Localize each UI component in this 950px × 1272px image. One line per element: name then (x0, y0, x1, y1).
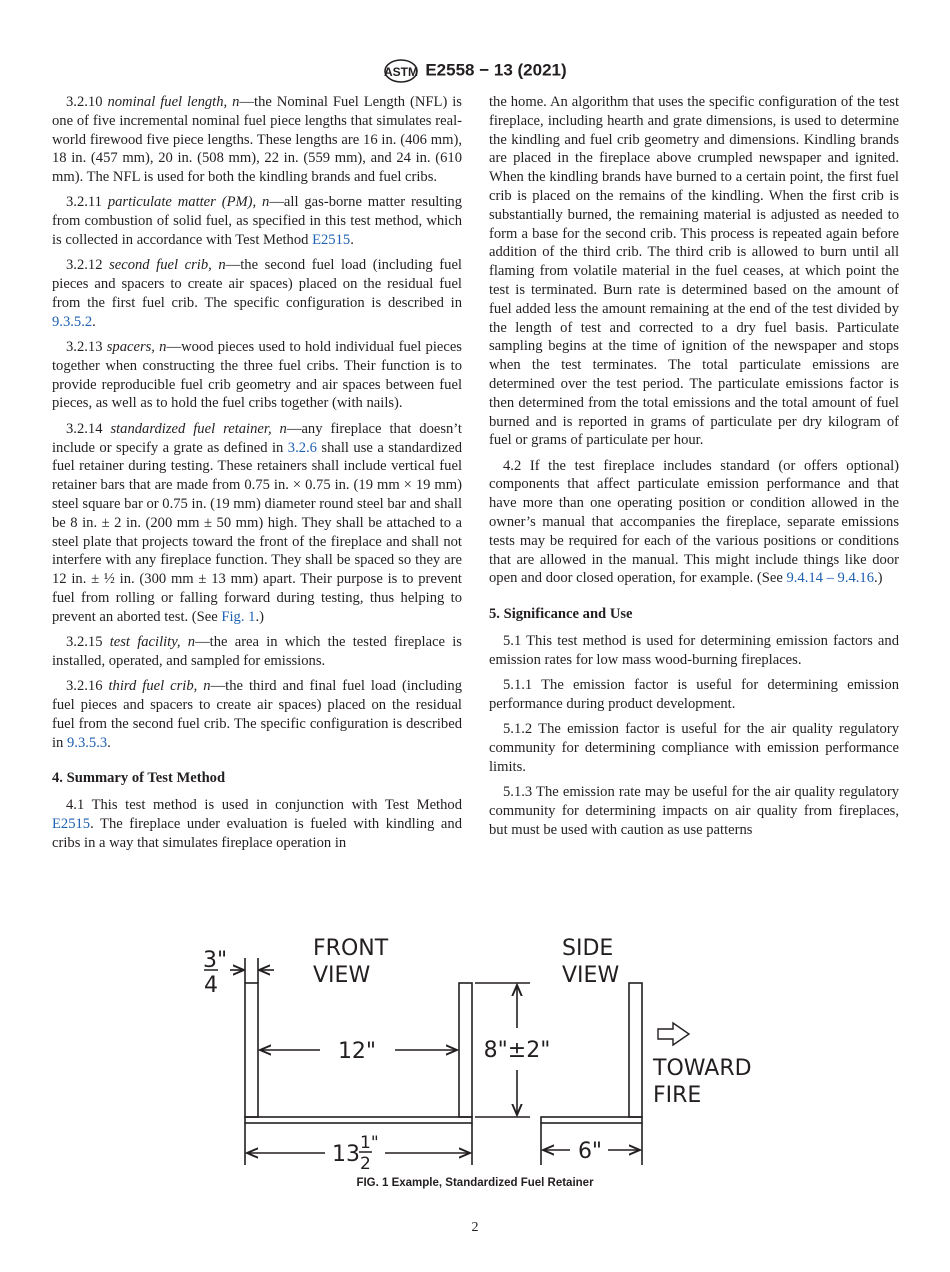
text-run: . (92, 313, 96, 330)
text-run: —all gas-borne matter resulting from combustion of solid fuel, as specified in this test method, which is collected in accordance with Test Method (52, 194, 463, 249)
text-run: —the second fuel load (including fuel pieces and spacers to create air spaces) placed on the residual fuel from the first fuel crib. The specific configuration is described in (52, 257, 462, 311)
side-depth-dimension: 6" (577, 1139, 603, 1164)
text-run: —any fireplace that doesn’t include or specify a grate as defined in (52, 420, 462, 456)
text-run: .) (874, 570, 883, 587)
cross-reference-link[interactable]: E2515 (52, 815, 91, 832)
defined-term: standardized fuel retainer, n (110, 420, 287, 437)
toward-label: TOWARD (653, 1056, 752, 1081)
figure-caption: FIG. 1 Example, Standardized Fuel Retainer (356, 1177, 594, 1189)
defined-term: third fuel crib, n (108, 678, 211, 695)
text-run: 4.2 If the test fireplace includes standard (or offers optional) components that affect particulate emission performance and that have more than one operating position or condition allowed in the owner’s manual that accompanies the fireplace, separate emissions tests may be required for each of the various positions or conditions that are allowed in the manual. This might include things like door open and door closed operation, for example. (See (489, 457, 899, 587)
base-width-denominator: 2 (360, 1154, 371, 1174)
text-run: 5.1.1 The emission factor is useful for determining emission performance during product development. (489, 677, 899, 712)
text-run: . The fireplace under evaluation is fueled with kindling and cribs in a way that simulates fireplace operation in (52, 815, 462, 851)
text-run: 3.2.15 (66, 634, 110, 651)
text-run: 5. Significance and Use (489, 606, 633, 623)
text-run: . (350, 232, 354, 249)
text-run: 3.2.16 (66, 678, 109, 695)
text-run: . (107, 734, 111, 751)
cross-reference-link[interactable]: Fig. 1 (221, 608, 256, 625)
defined-term: nominal fuel length, n (107, 94, 240, 110)
toward-fire-arrow-icon (658, 1023, 689, 1045)
bar-width-numerator: 3" (203, 948, 228, 973)
text-run: 5.1.3 The emission rate may be useful for the air quality regulatory community for determining impacts on air quality from fireplaces, but must be used with caution as use patterns (489, 784, 899, 838)
text-run: 3.2.13 (66, 339, 107, 356)
cross-reference-link[interactable]: 9.4.14 – 9.4.16 (786, 570, 875, 587)
text-run: 4. Summary of Test Method (52, 770, 226, 787)
text-run: the home. An algorithm that uses the specific configuration of the test fireplace, including hearth and grate dimensions, is used to determine the kindling and fuel crib geometry and dimensions. Kindling brands are placed in the fireplace above crumpled newspaper and ignited. When the kindling brands have burned to a certain point, the first fuel crib is placed on the remains of the kindling. When the first crib is substantially burned, the remaining material is adjusted as needed to form a base for the second crib. This process is repeated again before addition of the third crib. The third crib is allowed to burn until all flaming from volatile material in the fuel ceases, at which point the test is terminated. Burn rate is determined based on the amount of fuel added less the amount remaining at the end of the test divided by the length of test and corrected to a dry fuel basis. Particulate sampling begins at the time of ignition of the newspaper and stops when the test terminates. The total particulate emissions are determined over the test period. The particulate emissions factor is then determined from the total emissions and the total amount of fuel burned and is reported in grams of particulate per dry kilogram of fuel or grams of particulate per hour. (489, 94, 899, 449)
text-run: 5.1 This test method is used for determining emission factors and emission rates for low mass wood-burning fireplaces. (489, 633, 899, 668)
defined-term: spacers, n (106, 339, 167, 356)
svg-text:ASTM: ASTM (384, 65, 419, 79)
front-view-label-1: FRONT (313, 936, 389, 961)
defined-term: particulate matter (PM), n (107, 194, 270, 211)
height-dimension: 8"±2" (483, 1038, 551, 1063)
text-run: .) (255, 608, 264, 625)
text-run: 3.2.14 (66, 420, 111, 437)
text-run: 3.2.11 (66, 194, 108, 211)
page-number: 2 (471, 1220, 479, 1235)
fire-label: FIRE (653, 1083, 702, 1108)
text-run: —the area in which the tested fireplace is installed, operated, and sampled for emissions. (52, 634, 462, 669)
text-run: 3.2.10 (66, 94, 108, 110)
defined-term: test facility, n (109, 634, 196, 651)
side-view-label-1: SIDE (562, 936, 614, 961)
base-width-whole: 13 (332, 1142, 360, 1167)
base-width-numerator: 1" (360, 1133, 379, 1153)
cross-reference-link[interactable]: 9.3.5.3 (67, 734, 108, 751)
spacing-dimension: 12" (337, 1039, 377, 1064)
document-designation: E2558 − 13 (2021) (425, 60, 567, 80)
text-run: 3.2.12 (66, 257, 110, 274)
text-run: 4.1 This test method is used in conjunction with Test Method (66, 797, 462, 814)
text-run: —the third and final fuel load (including fuel pieces and spacers to create air spaces) placed on the residual fuel from the second fuel crib. The specific configuration is described in (52, 678, 462, 751)
front-view-label-2: VIEW (313, 963, 371, 988)
cross-reference-link[interactable]: 3.2.6 (287, 439, 317, 456)
side-view-label-2: VIEW (562, 963, 620, 988)
cross-reference-link[interactable]: 9.3.5.2 (52, 313, 93, 330)
text-run: —the Nominal Fuel Length (NFL) is one of five incremental nominal fuel piece lengths that simulates real-world firewood five piece lengths. These lengths are 16 in. (406 mm), 18 in. (457 mm), 20 in. (508 mm), 22 in. (559 mm), and 24 in. (610 mm). The NFL is used for both the kindling brands and fuel cribs. (52, 94, 462, 186)
cross-reference-link[interactable]: E2515 (312, 232, 351, 249)
side-view-drawing (541, 983, 642, 1165)
text-run: shall use a standardized fuel retainer during testing. These retainers shall include vertical fuel retainer bars that are made from 0.75 in. × 0.75 in. (19 mm × 19 mm) steel square bar or 0.75 in. (19 mm) diameter round steel bar and shall be 8 in. ± 2 in. (200 mm ± 50 mm) high. They shall be attached to a steel plate that projects toward the front of the fireplace and shall not interfere with any fireplace function. They shall be spaced so they are 12 in. ± ½ in. (300 mm ± 13 mm) apart. Their purpose is to prevent fuel from rolling or falling forward during testing, thus helping to prevent an aborted test. (See (52, 439, 462, 625)
defined-term: second fuel crib, n (109, 257, 226, 274)
text-run: 5.1.2 The emission factor is useful for the air quality regulatory community for determining compliance with emission performance limits. (489, 721, 899, 775)
text-run: —wood pieces used to hold individual fuel pieces together when constructing the three fuel cribs. Their function is to provide reproducible fuel crib geometry and air spaces between fuel pieces, as well as to hold the fuel cribs together (with nails). (52, 339, 462, 412)
bar-width-denominator: 4 (204, 973, 218, 998)
